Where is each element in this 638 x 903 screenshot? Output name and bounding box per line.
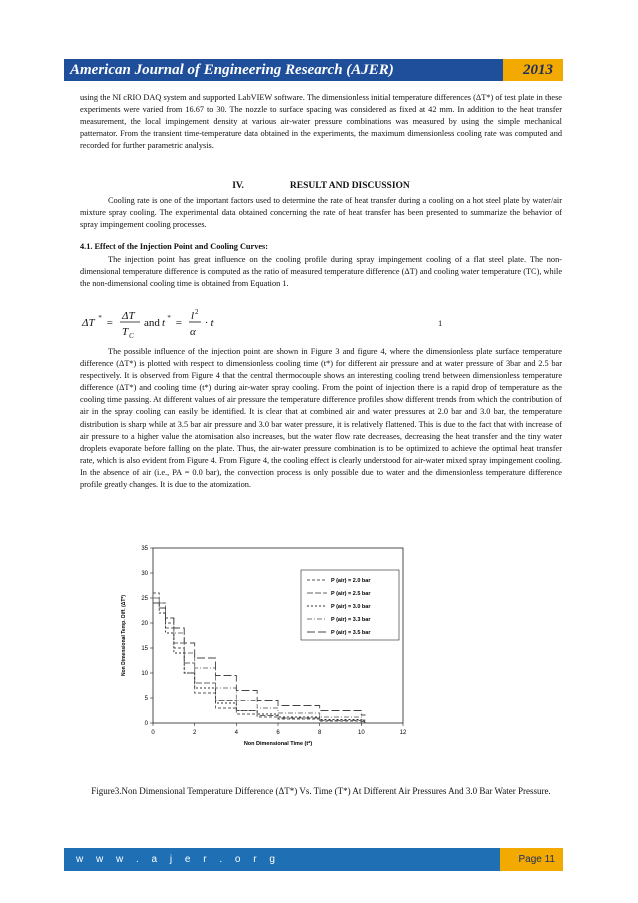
journal-name: American Journal of Engineering Research (AJER)	[70, 61, 394, 78]
svg-text:· t: · t	[205, 317, 214, 329]
page-footer	[64, 848, 563, 871]
svg-text:T: T	[122, 326, 129, 338]
y-tick-label: 5	[144, 696, 148, 702]
equation-and-word: and	[144, 317, 160, 329]
y-tick-label: 35	[141, 546, 148, 552]
subsection-paragraph: The injection point has great influence on the cooling profile during spray impingement cooling of a flat steel plate. The non-dimensional temperature difference is computed as the ratio of measured temperature difference (ΔT) and cooling water temperature (TC), while the non-dimensional cooling time is obtained from Equation 1.	[80, 255, 562, 289]
svg-text:=: =	[175, 317, 183, 329]
svg-text:α: α	[190, 326, 196, 338]
cooling-curve-chart	[115, 540, 435, 775]
legend-entry-2: P (air) = 2.5 bar	[331, 591, 371, 597]
legend-entry-3: P (air) = 3.0 bar	[331, 604, 371, 610]
y-axis-label: Non Dimensional Temp. Diff. (ΔT*)	[121, 594, 127, 677]
equation-1	[80, 305, 562, 341]
svg-text:l: l	[191, 310, 195, 322]
figure-caption: Figure3.Non Dimensional Temperature Difference (ΔT*) Vs. Time (T*) At Different Air Pressures And 3.0 Bar Water Pressure.	[91, 786, 551, 796]
equation-formula	[80, 305, 280, 341]
subsection-heading	[80, 241, 562, 253]
x-tick-label: 6	[276, 730, 280, 736]
svg-text:*: *	[98, 314, 102, 322]
y-tick-label: 30	[141, 571, 148, 577]
y-tick-label: 25	[141, 596, 148, 602]
x-tick-label: 10	[357, 730, 365, 736]
svg-text:ΔT: ΔT	[122, 310, 135, 322]
journal-header	[64, 59, 563, 81]
x-tick-label: 4	[234, 730, 239, 736]
section-heading	[80, 181, 562, 191]
svg-text:2: 2	[195, 308, 199, 316]
section-title: RESULT AND DISCUSSION	[289, 181, 410, 191]
section-paragraph: Cooling rate is one of the important factors used to determine the rate of heat transfer during a cooling on a hot steel plate by water/air mixture spray cooling. The experimental data obtained concerning the rate of heat transfer has been presented to summarize the behavior of spray impingement cooling processes.	[80, 196, 562, 230]
svg-text:*: *	[167, 314, 171, 322]
intro-paragraph: using the NI cRIO DAQ system and supported LabVIEW software. The dimensionless initial temperature differences (ΔT*) of test plate in these experiments were varied from 16.67 to 30. The nozzle to surface spacing was considered as fixed at 42 mm. In addition to the heat transfer measurement, the local impingement density at various air-water pressure combinations was measured by using the simple mechanical patternator. From the transient time-temperature data obtained in the experiments, the maximum dimensionless cooling rate was computed and recorded for further parametric analysis.	[80, 93, 562, 151]
equation-number: 1	[438, 318, 443, 328]
x-tick-label: 0	[151, 730, 155, 736]
svg-text:=: =	[106, 317, 114, 329]
y-tick-label: 0	[144, 721, 148, 727]
subsection-title: 4.1. Effect of the Injection Point and Cooling Curves:	[80, 242, 269, 251]
x-tick-label: 8	[317, 730, 322, 736]
x-axis-label: Non Dimensional Time (t*)	[243, 741, 313, 747]
x-tick-label: 12	[399, 730, 407, 736]
legend-entry-1: P (air) = 2.0 bar	[331, 578, 371, 584]
discussion-paragraph: The possible influence of the injection point are shown in Figure 3 and figure 4, where the dimensionless plate surface temperature difference (ΔT*) is plotted with respect to dimensionless cooling time (t*) for different air pressure and at water pressure of 3bar and 2.5 bar respectively. It is observed from Figure 4 that the central thermocouple shows an interesting cooling trend between dimensionless temperature difference (ΔT*) and cooling time (t*) during air-water spray cooling. From the point of injection there is a rapid drop of temperature as the cooling time passing. At different values of air pressure the temperature difference profiles show different trends from which the contribution of air in the spray cooling can easily be identified. It is clear that at combined air and water pressures at 2.0 bar and 3.0 bar, the temperature distribution is sharp while at 3.5 bar air pressure and 3.0 bar water pressure, it is relatively flattened. This is due to the fact that with increase of air pressure to a higher value the atomisation also increases, but the water flow rate decreases, decreasing the heat transfer and the tiny water droplets evaporate before falling on the plate. Thus, the air-water pressure combination is to be optimized to achieve the optimal heat transfer rate, which is also evident from Figure 4. From Figure 4, the cooling effect is clearly understood for air-water mixed spray impingement cooling. In the absence of air (i.e., PA = 0.0 bar), the convection process is only possible due to water and the dimensionless temperature difference profile greatly changes. It is due to the atomization.	[80, 347, 562, 490]
legend-entry-4: P (air) = 3.3 bar	[331, 617, 371, 623]
y-tick-label: 20	[141, 621, 148, 627]
chart-svg	[115, 540, 435, 775]
footer-site: w w w . a j e r . o r g	[76, 854, 280, 865]
page-number: Page 11	[500, 848, 563, 871]
svg-text:C: C	[129, 332, 134, 340]
y-tick-label: 10	[141, 671, 148, 677]
section-number: IV.	[232, 181, 244, 191]
svg-text:ΔT: ΔT	[82, 317, 95, 329]
y-tick-label: 15	[141, 646, 148, 652]
x-tick-label: 2	[192, 730, 197, 736]
legend-entry-5: P (air) = 3.5 bar	[331, 630, 371, 636]
journal-year: 2013	[503, 59, 563, 81]
svg-text:t: t	[162, 317, 166, 329]
